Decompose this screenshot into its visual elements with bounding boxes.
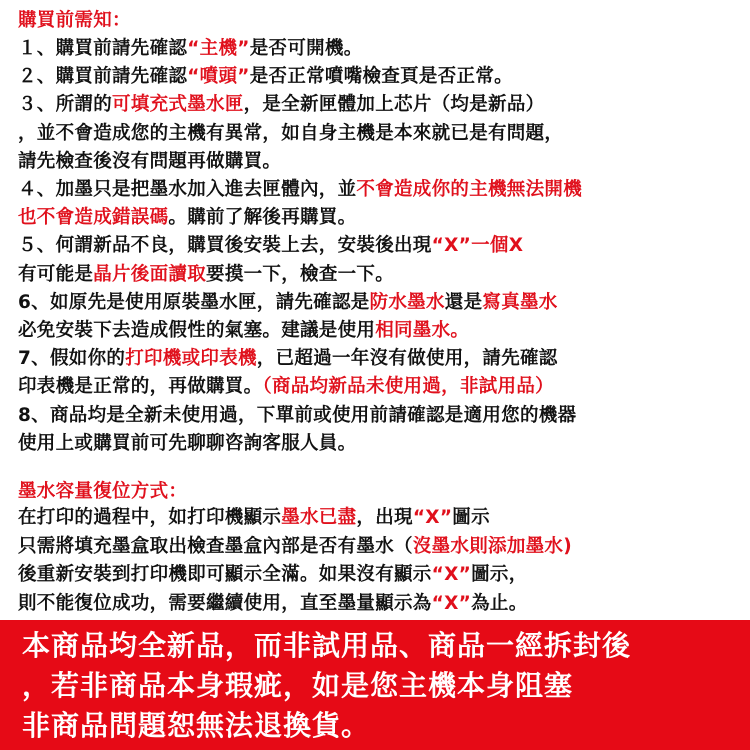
- line-text: ，出現: [356, 507, 413, 528]
- notice-heading: 購買前需知：: [18, 10, 131, 31]
- notice-line: [18, 535, 572, 559]
- notice-line: [18, 347, 558, 371]
- highlighted-text: 沒墨水則添加墨水): [412, 535, 572, 557]
- line-text: ，並不會造成您的主機有異常，如自身主機是本來就已是有問題，: [18, 122, 564, 144]
- notice-line: [18, 319, 469, 343]
- line-text: ，已超過一年沒有做使用，請先確認: [256, 348, 558, 370]
- notice-line: [18, 37, 363, 61]
- line-text: 請先檢查後沒有問題再做購買。: [18, 150, 282, 172]
- line-text: ４、加墨只是把墨水加入進去匣體內，並: [18, 179, 357, 200]
- line-text: 使用上或購買前可先聊聊咨詢客服人員。: [18, 432, 357, 454]
- line-text: 必免安裝下去造成假性的氣塞。建議是使用: [18, 320, 376, 341]
- notice-line: [18, 592, 528, 616]
- notice-line: [18, 93, 544, 117]
- line-text: 只需將填充墨盒取出檢查墨盒內部是否有墨水（: [18, 535, 413, 557]
- highlighted-text: 也不會造成錯誤碼: [18, 207, 169, 229]
- highlighted-text: “主機”: [187, 38, 250, 59]
- line-text: 圖示，: [471, 564, 528, 585]
- notice-line: [18, 506, 490, 530]
- footer-line: ，若非商品本身瑕疵，如是您主機本身阻塞: [22, 669, 574, 702]
- highlighted-text: （商品均新品未使用過，非試用品）: [262, 376, 554, 398]
- line-text: 8、商品均是全新未使用過，下單前或使用前請確認是適用您的機器: [18, 404, 577, 426]
- line-text: 6、如原先是使用原裝墨水匣，請先確認是: [18, 291, 370, 313]
- notice-line: [18, 563, 528, 587]
- highlighted-text: “X”: [431, 564, 472, 585]
- line-text: 有可能是: [18, 263, 94, 285]
- footer-line: 非商品問題恕無法退換貨。: [22, 709, 371, 742]
- notice-line: [18, 65, 513, 89]
- notice-line: [18, 178, 582, 202]
- line-text: 為止。: [471, 592, 528, 614]
- highlighted-text: 寫真墨水: [482, 291, 558, 313]
- notice-line: [18, 263, 394, 287]
- line-text: 在打印的過程中，如打印機顯示: [18, 507, 282, 528]
- notice-line: [18, 122, 563, 146]
- line-text: 是否正常噴嘴檢查頁是否正常。: [249, 66, 513, 88]
- line-text: １、購買前請先確認: [18, 38, 188, 59]
- highlighted-text: “噴頭”: [187, 66, 250, 88]
- line-text: 圖示: [452, 507, 490, 528]
- highlighted-text: “X”一個X: [431, 235, 524, 257]
- highlighted-text: “X”: [431, 592, 472, 614]
- line-text: 7、假如你的: [18, 348, 126, 370]
- line-text: ２、購買前請先確認: [18, 66, 188, 88]
- footer-banner: [0, 620, 750, 750]
- highlighted-text: 可填充式墨水匣: [112, 94, 244, 116]
- highlighted-text: 打印機或印表機: [125, 348, 257, 370]
- notice-line: [18, 234, 523, 258]
- notice-line: [18, 375, 554, 399]
- line-text: 印表機是正常的，再做購買。: [18, 376, 263, 398]
- notice-line: [18, 432, 356, 456]
- line-text: 是否可開機。: [249, 38, 363, 59]
- line-text: 。購前了解後再購買。: [168, 207, 357, 229]
- line-text: ３、所謂的: [18, 94, 113, 116]
- notice-line: [18, 206, 356, 230]
- line-text: ５、何謂新品不良，購買後安裝上去，安裝後出現: [18, 235, 432, 257]
- highlighted-text: “X”: [412, 507, 453, 528]
- notice-line: [18, 291, 558, 315]
- footer-line: 本商品均全新品，而非試用品、商品一經拆封後: [22, 629, 632, 662]
- highlighted-text: 不會造成你的主機無法開機: [356, 179, 583, 200]
- highlighted-text: 墨水已盡: [281, 507, 357, 528]
- notice-line: [18, 150, 281, 174]
- highlighted-text: 防水墨水: [369, 291, 445, 313]
- highlighted-text: 相同墨水。: [375, 320, 470, 341]
- line-text: 後重新安裝到打印機即可顯示全滿。如果沒有顯示: [18, 564, 432, 585]
- highlighted-text: 晶片後面讀取: [93, 263, 207, 285]
- line-text: ，是全新匣體加上芯片（均是新品）: [243, 94, 545, 116]
- line-text: 還是: [444, 291, 483, 313]
- notice-line: [18, 404, 576, 428]
- line-text: 則不能復位成功，需要繼續使用，直至墨量顯示為: [18, 592, 432, 614]
- line-text: 要摸一下，檢查一下。: [206, 263, 395, 285]
- reset-heading: 墨水容量復位方式：: [18, 481, 188, 502]
